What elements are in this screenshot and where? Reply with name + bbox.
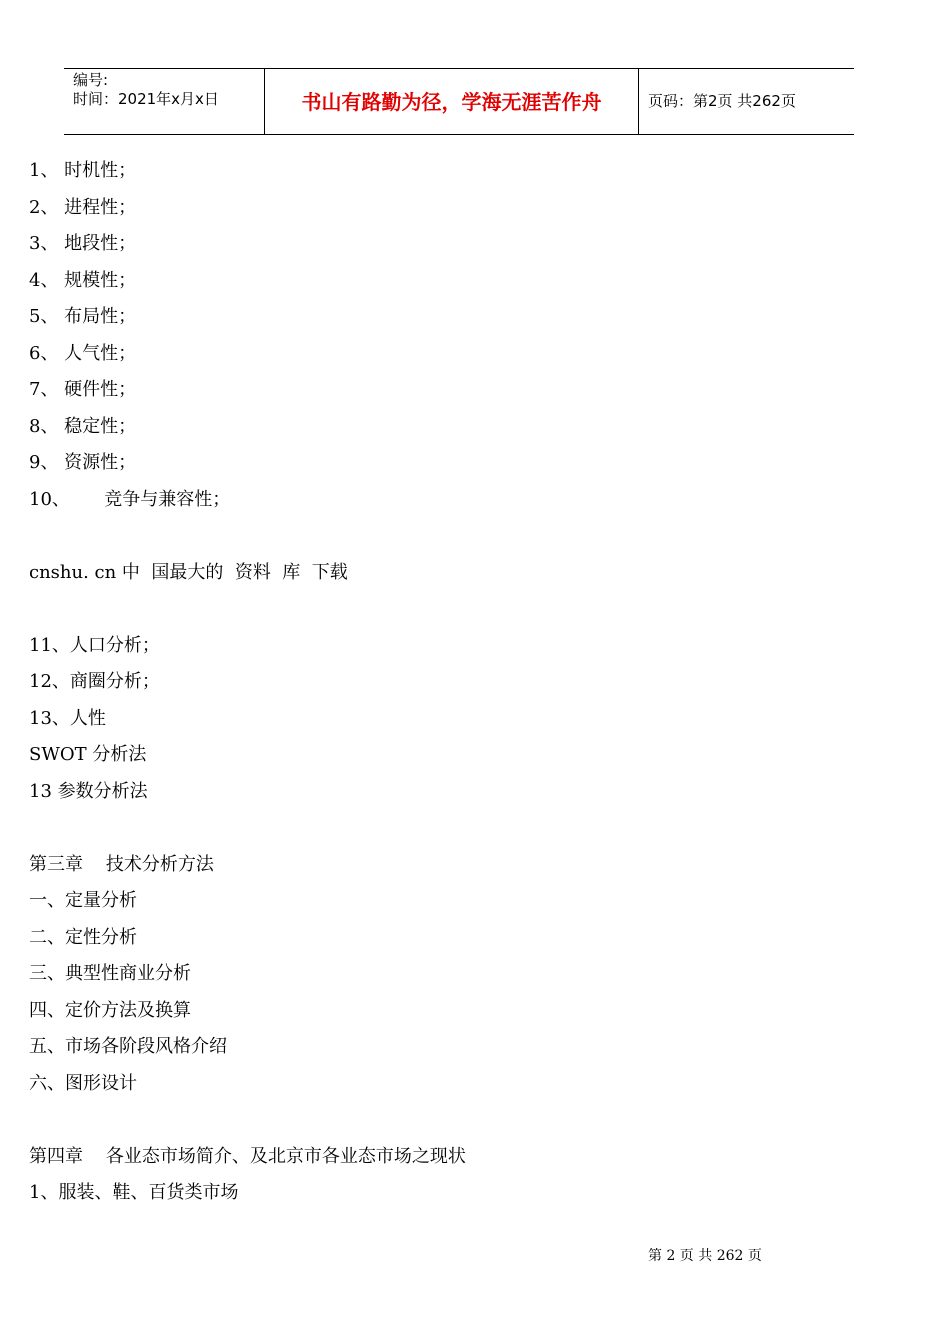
blank-line xyxy=(29,521,909,558)
text-line: 2、 进程性； xyxy=(29,196,137,218)
text-line: 四、定价方法及换算 xyxy=(29,999,191,1021)
text-line: 3、 地段性； xyxy=(29,233,137,254)
chapter-heading: 第四章 各业态市场简介、及北京市各业态市场之现状 xyxy=(29,1145,466,1167)
text-line: 1、 时机性； xyxy=(29,160,137,181)
header-page-info: 页码：第2页 共262页 xyxy=(648,92,796,110)
document-body xyxy=(29,156,909,1215)
text-line: 六、图形设计 xyxy=(29,1072,137,1094)
blank-line xyxy=(29,813,909,850)
text-line: SWOT 分析法 xyxy=(29,744,147,765)
text-line: 4、 规模性； xyxy=(29,269,137,291)
text-line: 11、人口分析； xyxy=(29,634,160,656)
text-line: 五、市场各阶段风格介绍 xyxy=(29,1036,227,1057)
page-footer: 第 2 页 共 262 页 xyxy=(648,1248,762,1264)
text-line: 13 参数分析法 xyxy=(29,780,148,802)
chapter-heading: 第三章 技术分析方法 xyxy=(29,853,214,875)
header-motto: 书山有路勤为径，学海无涯苦作舟 xyxy=(265,69,639,134)
header-meta-cell xyxy=(64,69,265,134)
text-line: 13、人性 xyxy=(29,707,106,729)
time-label: 时间：2021年x月x日 xyxy=(73,90,219,108)
blank-line xyxy=(29,1105,909,1142)
blank-line xyxy=(29,594,909,631)
text-line: 7、 硬件性； xyxy=(29,379,137,400)
text-line: 1、服装、鞋、百货类市场 xyxy=(29,1182,239,1203)
text-line: 三、典型性商业分析 xyxy=(29,963,191,984)
text-line: 6、 人气性； xyxy=(29,342,137,364)
text-line: cnshu. cn 中 国最大的 资料 库 下载 xyxy=(29,561,348,583)
text-line: 5、 布局性； xyxy=(29,306,137,327)
text-line: 9、 资源性； xyxy=(29,452,137,473)
text-line: 10、 竞争与兼容性； xyxy=(29,488,231,510)
document-header xyxy=(64,68,854,135)
text-line: 二、定性分析 xyxy=(29,926,137,948)
text-line: 8、 稳定性； xyxy=(29,415,137,437)
number-label: 编号: xyxy=(73,71,109,89)
text-line: 一、定量分析 xyxy=(29,890,137,911)
text-line: 12、商圈分析； xyxy=(29,671,160,692)
